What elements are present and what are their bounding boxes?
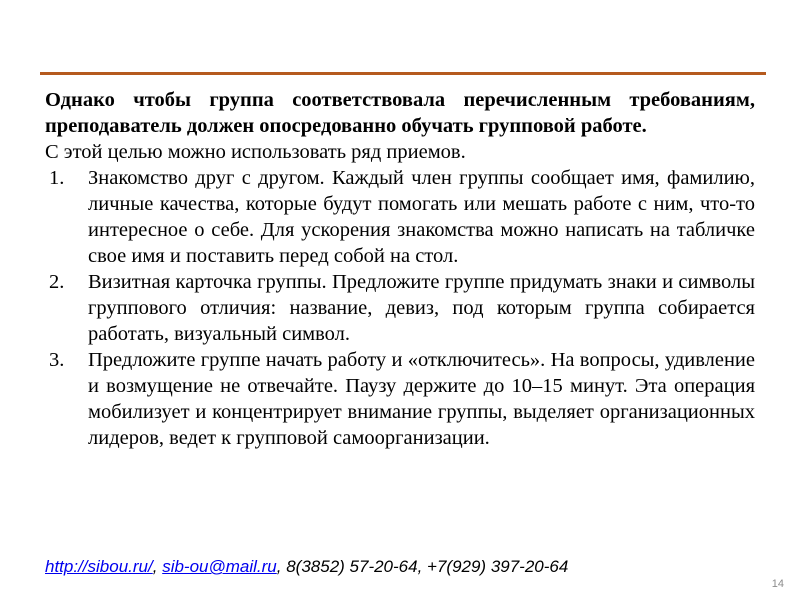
- list-item-number: 1.: [49, 167, 65, 189]
- footer-contacts: [45, 557, 568, 577]
- list-item-text: Знакомство друг с другом. Каждый член группы сообщает имя, фамилию, личные качества, которые будут помогать или мешать работе с ним, что-то интересное о себе. Для ускорения знакомства можно написать на табличке свое имя и поставить перед собой на стол.: [88, 167, 755, 267]
- email-link[interactable]: sib-ou@mail.ru: [162, 557, 277, 576]
- page-number: 14: [771, 578, 784, 590]
- footer-phones: , 8(3852) 57-20-64, +7(929) 397-20-64: [276, 557, 569, 576]
- list-item-number: 3.: [49, 349, 65, 371]
- list-item: [45, 347, 755, 451]
- list-item: [45, 269, 755, 347]
- list-item: [45, 165, 755, 269]
- footer-separator: ,: [152, 557, 163, 576]
- list-item-text: Предложите группе начать работу и «отключитесь». На вопросы, удивление и возмущение не отвечайте. Паузу держите до 10–15 минут. Эта операция мобилизует и концентрирует внимание группы, выделяет организационных лидеров, ведет к групповой самоорганизации.: [88, 349, 755, 449]
- intro-text: С этой целью можно использовать ряд приемов.: [45, 141, 466, 163]
- techniques-list: [45, 165, 755, 451]
- site-link[interactable]: http://sibou.ru/: [45, 557, 153, 576]
- top-divider: [40, 72, 766, 75]
- list-item-text: Визитная карточка группы. Предложите группе придумать знаки и символы группового отличия: название, девиз, под которым группа собирается работать, визуальный символ.: [88, 271, 755, 345]
- slide-body: [45, 87, 755, 451]
- list-item-number: 2.: [49, 271, 65, 293]
- intro-bold-text: Однако чтобы группа соответствовала перечисленным требованиям, преподаватель должен опосредованно обучать групповой работе.: [45, 89, 755, 137]
